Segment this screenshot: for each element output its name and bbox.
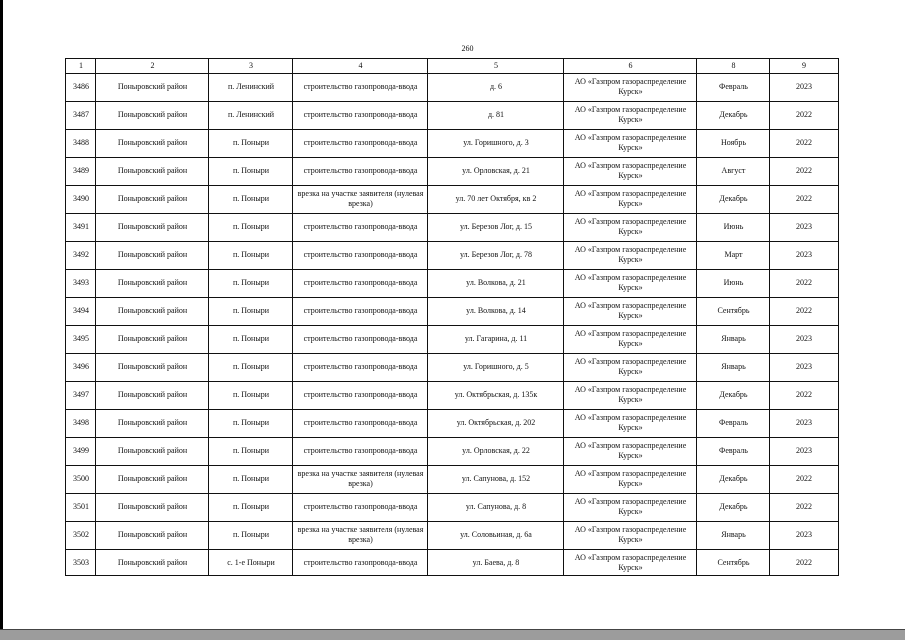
cell-month: Январь (721, 362, 746, 371)
cell-address: ул. Орловская, д. 22 (462, 446, 530, 455)
cell-district: Поныровский район (117, 418, 188, 427)
cell-number: 3502 (73, 530, 89, 539)
cell-address: ул. Соловьиная, д. 6а (460, 530, 532, 539)
table-row (66, 325, 838, 354)
cell-district: Поныровский район (117, 110, 188, 119)
cell-month: Сентябрь (717, 306, 750, 315)
cell-number: 3487 (73, 110, 89, 119)
table-row (66, 241, 838, 270)
cell-number: 3489 (73, 166, 89, 175)
cell-address: ул. Орловская, д. 21 (462, 166, 530, 175)
cell-work-type: строительство газопровода-ввода (303, 306, 418, 315)
cell-address: ул. Березов Лог, д. 78 (460, 250, 532, 259)
cell-month: Декабрь (719, 502, 748, 511)
table-row (66, 297, 838, 326)
cell-work-type: строительство газопровода-ввода (303, 502, 418, 511)
cell-number: 3492 (73, 250, 89, 259)
cell-month: Декабрь (719, 194, 748, 203)
cell-organization: АО «Газпром газораспределение Курск» (574, 357, 687, 376)
cell-year: 2022 (796, 306, 812, 315)
cell-settlement: п. Поныри (233, 306, 269, 315)
cell-organization: АО «Газпром газораспределение Курск» (574, 245, 687, 264)
cell-district: Поныровский район (117, 334, 188, 343)
cell-district: Поныровский район (117, 530, 188, 539)
cell-number: 3491 (73, 222, 89, 231)
cell-settlement: п. Ленинский (227, 110, 275, 119)
cell-year: 2023 (796, 362, 812, 371)
table-row (66, 521, 838, 550)
header-cell-year: 9 (802, 61, 806, 70)
cell-number: 3500 (73, 474, 89, 483)
cell-organization: АО «Газпром газораспределение Курск» (574, 413, 687, 432)
cell-settlement: п. Поныри (233, 502, 269, 511)
cell-year: 2022 (796, 390, 812, 399)
page-number: 260 (461, 44, 474, 53)
cell-number: 3496 (73, 362, 89, 371)
cell-organization: АО «Газпром газораспределение Курск» (574, 497, 687, 516)
cell-number: 3493 (73, 278, 89, 287)
cell-number: 3488 (73, 138, 89, 147)
header-cell-organization: 6 (628, 61, 633, 70)
cell-settlement: п. Поныри (233, 530, 269, 539)
table-row (66, 101, 838, 130)
cell-year: 2022 (796, 194, 812, 203)
cell-year: 2022 (796, 278, 812, 287)
cell-address: ул. Волкова, д. 14 (466, 306, 526, 315)
cell-address: д. 6 (489, 82, 503, 91)
cell-month: Декабрь (719, 474, 748, 483)
cell-district: Поныровский район (117, 278, 188, 287)
cell-settlement: п. Поныри (233, 334, 269, 343)
table-row (66, 381, 838, 410)
cell-year: 2023 (796, 446, 812, 455)
cell-year: 2023 (796, 530, 812, 539)
cell-district: Поныровский район (117, 166, 188, 175)
cell-settlement: п. Поныри (233, 474, 269, 483)
scan-bottom-border (0, 630, 905, 640)
table-row (66, 185, 838, 214)
table-row (66, 549, 838, 577)
cell-work-type: строительство газопровода-ввода (303, 334, 418, 343)
cell-address: ул. Октябрьская, д. 135к (454, 390, 538, 399)
data-table (65, 58, 839, 576)
cell-address: ул. Баева, д. 8 (472, 558, 520, 567)
table-row (66, 437, 838, 466)
cell-address: ул. Гагарина, д. 11 (464, 334, 528, 343)
cell-month: Январь (721, 530, 746, 539)
scan-left-border (0, 0, 3, 640)
cell-organization: АО «Газпром газораспределение Курск» (574, 553, 687, 572)
cell-month: Ноябрь (720, 138, 747, 147)
cell-district: Поныровский район (117, 138, 188, 147)
cell-address: ул. 70 лет Октября, кв 2 (455, 194, 537, 203)
cell-month: Сентябрь (717, 558, 750, 567)
cell-work-type: врезка на участке заявителя (нулевая врезка) (297, 469, 424, 488)
cell-settlement: п. Поныри (233, 278, 269, 287)
cell-organization: АО «Газпром газораспределение Курск» (574, 161, 687, 180)
cell-month: Июнь (723, 222, 744, 231)
cell-organization: АО «Газпром газораспределение Курск» (574, 469, 687, 488)
cell-number: 3486 (73, 82, 89, 91)
cell-settlement: с. 1-е Поныри (227, 558, 275, 567)
cell-year: 2022 (796, 138, 812, 147)
cell-district: Поныровский район (117, 502, 188, 511)
cell-work-type: строительство газопровода-ввода (303, 82, 418, 91)
cell-district: Поныровский район (117, 250, 188, 259)
header-cell-settlement: 3 (249, 61, 253, 70)
cell-district: Поныровский район (117, 194, 188, 203)
cell-number: 3497 (73, 390, 89, 399)
table-row (66, 73, 838, 102)
cell-month: Июнь (723, 278, 744, 287)
header-cell-number: 1 (79, 61, 83, 70)
cell-organization: АО «Газпром газораспределение Курск» (574, 385, 687, 404)
cell-work-type: строительство газопровода-ввода (303, 362, 418, 371)
cell-year: 2022 (796, 474, 812, 483)
table-row (66, 465, 838, 494)
table-row (66, 129, 838, 158)
cell-year: 2023 (796, 334, 812, 343)
cell-organization: АО «Газпром газораспределение Курск» (574, 525, 687, 544)
cell-month: Февраль (719, 82, 748, 91)
cell-year: 2022 (796, 110, 812, 119)
cell-address: д. 81 (487, 110, 505, 119)
cell-work-type: строительство газопровода-ввода (303, 278, 418, 287)
cell-settlement: п. Поныри (233, 166, 269, 175)
cell-organization: АО «Газпром газораспределение Курск» (574, 329, 687, 348)
cell-district: Поныровский район (117, 474, 188, 483)
cell-month: Декабрь (719, 110, 748, 119)
cell-district: Поныровский район (117, 446, 188, 455)
cell-work-type: строительство газопровода-ввода (303, 166, 418, 175)
cell-work-type: врезка на участке заявителя (нулевая врезка) (297, 189, 424, 208)
cell-number: 3498 (73, 418, 89, 427)
cell-year: 2023 (796, 82, 812, 91)
cell-settlement: п. Поныри (233, 418, 269, 427)
table-row (66, 353, 838, 382)
cell-organization: АО «Газпром газораспределение Курск» (574, 273, 687, 292)
cell-work-type: строительство газопровода-ввода (303, 418, 418, 427)
table-row (66, 213, 838, 242)
cell-settlement: п. Поныри (233, 390, 269, 399)
cell-settlement: п. Поныри (233, 362, 269, 371)
cell-year: 2022 (796, 166, 812, 175)
table-row (66, 269, 838, 298)
cell-month: Декабрь (719, 390, 748, 399)
cell-work-type: строительство газопровода-ввода (303, 138, 418, 147)
cell-year: 2022 (796, 558, 812, 567)
cell-address: ул. Горишного, д. 3 (463, 138, 529, 147)
cell-address: ул. Березов Лог, д. 15 (460, 222, 532, 231)
cell-district: Поныровский район (117, 362, 188, 371)
header-cell-month: 8 (731, 61, 736, 70)
cell-month: Март (724, 250, 743, 259)
table-row (66, 493, 838, 522)
cell-organization: АО «Газпром газораспределение Курск» (574, 301, 687, 320)
cell-settlement: п. Поныри (233, 446, 269, 455)
cell-district: Поныровский район (117, 558, 188, 567)
cell-district: Поныровский район (117, 82, 188, 91)
cell-month: Февраль (719, 418, 748, 427)
cell-settlement: п. Поныри (233, 194, 269, 203)
cell-year: 2022 (796, 502, 812, 511)
cell-organization: АО «Газпром газораспределение Курск» (574, 133, 687, 152)
cell-number: 3503 (73, 558, 89, 567)
cell-district: Поныровский район (117, 222, 188, 231)
cell-work-type: строительство газопровода-ввода (303, 390, 418, 399)
cell-address: ул. Сапунова, д. 8 (465, 502, 527, 511)
table-row (66, 157, 838, 186)
cell-district: Поныровский район (117, 306, 188, 315)
cell-work-type: строительство газопровода-ввода (303, 110, 418, 119)
cell-organization: АО «Газпром газораспределение Курск» (574, 441, 687, 460)
cell-number: 3501 (73, 502, 89, 511)
header-cell-district: 2 (150, 61, 155, 70)
cell-number: 3490 (73, 194, 89, 203)
cell-number: 3494 (73, 306, 89, 315)
cell-settlement: п. Поныри (233, 222, 269, 231)
cell-organization: АО «Газпром газораспределение Курск» (574, 189, 687, 208)
cell-organization: АО «Газпром газораспределение Курск» (574, 105, 687, 124)
cell-year: 2023 (796, 250, 812, 259)
cell-month: Август (721, 166, 746, 175)
header-row (66, 59, 838, 74)
cell-number: 3499 (73, 446, 89, 455)
cell-work-type: строительство газопровода-ввода (303, 558, 418, 567)
cell-work-type: строительство газопровода-ввода (303, 222, 418, 231)
cell-year: 2023 (796, 418, 812, 427)
cell-address: ул. Сапунова, д. 152 (461, 474, 531, 483)
cell-address: ул. Волкова, д. 21 (466, 278, 526, 287)
cell-month: Январь (721, 334, 746, 343)
cell-month: Февраль (719, 446, 748, 455)
cell-settlement: п. Ленинский (227, 82, 275, 91)
cell-district: Поныровский район (117, 390, 188, 399)
cell-work-type: строительство газопровода-ввода (303, 250, 418, 259)
cell-settlement: п. Поныри (233, 250, 269, 259)
cell-address: ул. Октябрьская, д. 202 (456, 418, 536, 427)
cell-work-type: врезка на участке заявителя (нулевая врезка) (297, 525, 424, 544)
cell-number: 3495 (73, 334, 89, 343)
cell-settlement: п. Поныри (233, 138, 269, 147)
cell-organization: АО «Газпром газораспределение Курск» (574, 217, 687, 236)
cell-organization: АО «Газпром газораспределение Курск» (574, 77, 687, 96)
header-cell-work-type: 4 (358, 61, 363, 70)
cell-work-type: строительство газопровода-ввода (303, 446, 418, 455)
cell-address: ул. Горишного, д. 5 (463, 362, 529, 371)
table-row (66, 409, 838, 438)
header-cell-address: 5 (494, 61, 498, 70)
cell-year: 2023 (796, 222, 812, 231)
